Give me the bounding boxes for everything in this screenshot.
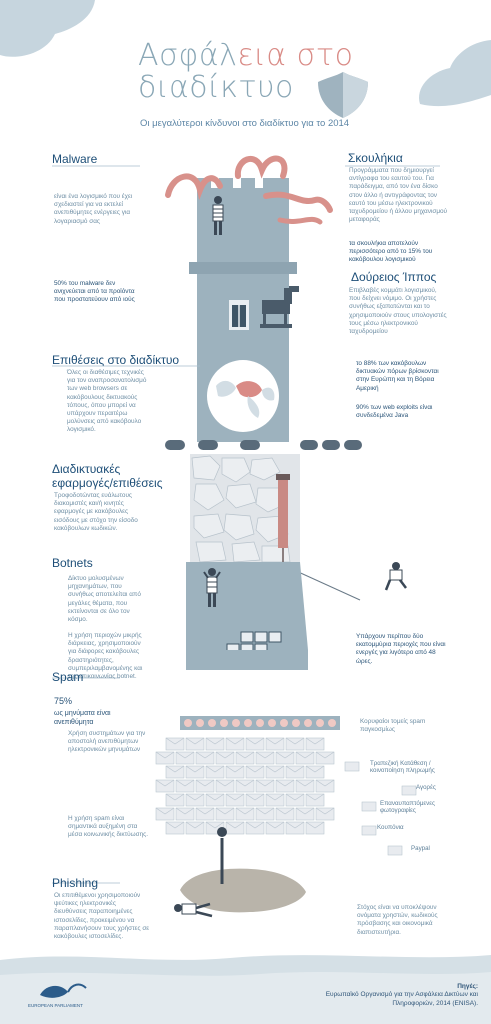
botnets-desc2: Η χρήση περιοχών μικρής διάρκειας, χρησιμοποιούν για διάφορες κακόβουλες δραστηριότητες, συμπεριλαμβανομένης και της επικοινωνίας botnet. bbox=[68, 632, 143, 680]
attacks-stat1: το 88% των κακόβουλων δικτυακών πόρων βρίσκονται στην Ευρώπη και τη Βόρεια Αμερική bbox=[356, 360, 439, 392]
person-running-right bbox=[386, 562, 406, 590]
spam-heading: Spam bbox=[52, 670, 84, 684]
malware-stat: 50% του malware δεν ανιχνεύεται από τα προϊόντα που προστατεύουν από ιούς bbox=[54, 280, 135, 304]
cloud-left bbox=[0, 0, 95, 57]
attacks-heading: Επιθέσεις στο διαδίκτυο bbox=[52, 353, 180, 367]
source-label: Πηγές: bbox=[457, 983, 478, 990]
attacks-stat2: 90% των web exploits είναι συνδεδεμένα Java bbox=[356, 404, 433, 420]
envelope-tag-icon bbox=[362, 802, 376, 811]
trojan-heading: Δούρειος Ίππος bbox=[351, 270, 437, 284]
worms-heading: Σκουλήκια bbox=[348, 151, 403, 165]
spam-topics-title: Κορυφαίοι τομείς spam παγκοσμίως bbox=[360, 718, 426, 734]
worms-stat: τα σκουλήκια αποτελούν περισσότερο από το 15% του κακόβουλου λογισμικού bbox=[349, 240, 433, 264]
malware-desc: είναι ένα λογισμικό που έχει σχεδιαστεί για να εκτελεί ανεπιθύμητες ενέργειες για λογαριασμό σας bbox=[54, 193, 133, 225]
spam-stat-value: 75% bbox=[54, 696, 73, 706]
phishing-heading: Phishing bbox=[52, 876, 99, 890]
envelope-tag-icon bbox=[388, 846, 402, 855]
rock bbox=[180, 869, 306, 913]
title-line1-b: εια στο bbox=[237, 38, 354, 73]
source-block bbox=[300, 983, 478, 1008]
spam-topic-3: Επαναυπαπτόμενες φωτογραφίες bbox=[380, 800, 436, 814]
botnets-stat: Υπάρχουν περίπου δύο εκατομμύρια περιοχές που είναι ενεργές για λιγότερο από 48 ώρες. bbox=[356, 633, 446, 665]
spam-stat-label: ως μηνύματα είναι ανεπιθύμητα bbox=[54, 710, 111, 726]
cloud-right bbox=[419, 40, 491, 106]
page-title bbox=[138, 40, 378, 103]
title-line1-a: Ασφάλ bbox=[138, 38, 238, 73]
envelope-tag-icon bbox=[402, 786, 416, 795]
page-subtitle: Οι μεγαλύτεροι κίνδυνοι στο διαδίκτυο για το 2014 bbox=[140, 118, 350, 129]
spam-topic-2: Αγορές bbox=[416, 784, 436, 791]
webapps-heading: Διαδικτυακές εφαρμογές/επιθέσεις bbox=[52, 462, 163, 490]
botnets-heading: Botnets bbox=[52, 556, 93, 570]
source-text: Ευρωπαϊκό Οργανισμό για την Ασφάλεια Δικτύων και Πληροφοριών, 2014 (ENISA). bbox=[325, 991, 478, 1007]
spam-topic-5: Paypal bbox=[411, 845, 430, 852]
tower-top bbox=[168, 159, 330, 268]
botnets-desc1: Δίκτυο μολυσμένων μηχανημάτων, που συνήθως αποτελείται από μεγάλες θέματα, που εκτείνονται σε όλο τον κόσμο. bbox=[68, 575, 141, 623]
spam-desc2: Η χρήση spam είναι σημαντικά αυξημένη στα μέσα κοινωνικής δικτύωσης. bbox=[68, 815, 148, 839]
person-falling bbox=[174, 904, 212, 916]
window-icon bbox=[229, 300, 249, 330]
malware-heading: Malware bbox=[52, 152, 98, 166]
spam-topic-4: Κουπόνια bbox=[377, 824, 404, 831]
envelope-tag-icon bbox=[362, 826, 376, 835]
world-map-icon bbox=[207, 360, 279, 432]
spam-topic-1: Τραπεζική Κατάθεση / κοινοποίηση πληρωμής bbox=[370, 760, 435, 774]
phishing-goal: Στόχος είναι να υποκλέψουν ονόματα χρηστών, κωδικούς πρόσβασης και οικονομικά διαπιστευτήρια. bbox=[357, 904, 438, 936]
trojan-desc: Επιβλαβές κομμάτι λογισμικού, που δείχνει νόμιμο. Οι χρήστες συνήθως εξαπατώνται και το χρησιμοποιούν στους υπολογιστές τους μέσω ηλεκτρονικού ταχυδρομείου bbox=[349, 287, 447, 335]
title-line2: διαδίκτυο bbox=[138, 69, 294, 105]
attacks-desc: Όλες οι διαθέσιμες τεχνικές για τον αναπροσανατολισμό των web browsers σε κακόβουλους δικτυακούς τόπους, όπου μπορεί να υπάρχουν περαιτέρω μολύνσεις από κακόβουλο λογισμικό. bbox=[67, 369, 147, 434]
spam-desc1: Χρήση συστημάτων για την αποστολή ανεπιθύμητων ηλεκτρονικών μηνυμάτων bbox=[68, 730, 146, 754]
webapps-desc: Τροφοδοτώντας ευάλωτους διακομιστές και/ή κινητές εφαρμογές με κακόβουλες εισόδους με στόχο την είσοδο κακόβουλων κωδικών. bbox=[54, 492, 138, 532]
logo-text: EUROPEAN PARLIAMENT bbox=[28, 1003, 83, 1008]
worms-desc: Προγράμματα που δημιουργεί αντίγραφα του εαυτού του. Για παράδειγμα, από τον ένα δίσκο στον άλλο ή αντιγράφοντας τον εαυτό του μέσω ηλεκτρονικού ταχυδρομείου ή άλλου μηχανισμού μεταφοράς bbox=[349, 167, 448, 224]
envelope-tag-icon bbox=[345, 762, 359, 771]
envelope-wall bbox=[156, 738, 416, 855]
phishing-desc: Οι επιτιθέμενοι χρησιμοποιούν ψεύτικες ηλεκτρονικές διευθύνσεις παραποιημένες ιστοσελίδες, προκειμένου να παραπλανήσουν τους χρήστες σε κακόβουλες ιστοσελίδες. bbox=[54, 892, 150, 940]
